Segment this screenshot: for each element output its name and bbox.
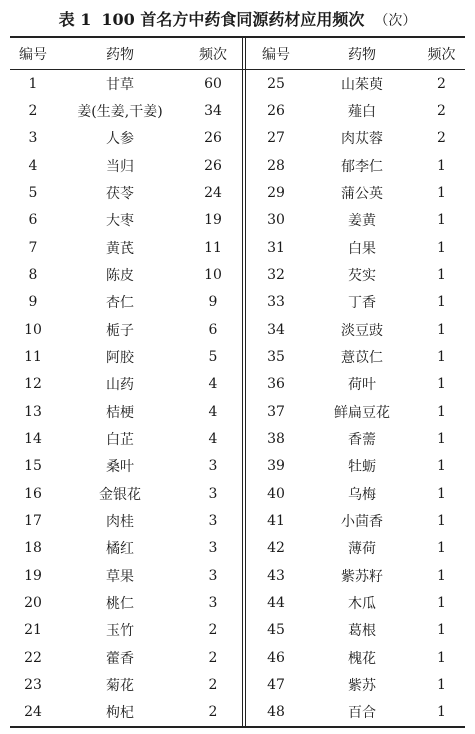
- table-row: [10, 371, 465, 398]
- row-no-right: 25: [267, 75, 285, 92]
- header-no-right: 编号: [262, 46, 290, 63]
- row-frequency-left: 2: [208, 649, 218, 666]
- row-frequency-left: 9: [208, 294, 218, 311]
- row-frequency-right: 1: [437, 184, 446, 201]
- table-row: [10, 234, 465, 261]
- row-no-left: 12: [24, 376, 42, 393]
- row-medicine-right: 槐花: [348, 650, 376, 667]
- row-frequency-right: 2: [437, 130, 446, 147]
- row-no-right: 42: [267, 540, 285, 557]
- row-frequency-right: 1: [437, 512, 446, 529]
- row-medicine-left: 橘红: [106, 541, 134, 558]
- row-frequency-right: 1: [437, 157, 446, 174]
- row-medicine-left: 姜(生姜,干姜): [77, 103, 163, 120]
- table-caption: [0, 6, 475, 34]
- table-row: [10, 70, 465, 97]
- row-medicine-right: 百合: [348, 705, 376, 722]
- row-frequency-left: 3: [208, 567, 218, 584]
- row-no-left: 11: [24, 348, 42, 365]
- row-medicine-left: 黄芪: [106, 240, 134, 257]
- row-no-left: 17: [24, 512, 42, 529]
- table-label: 表 1: [58, 10, 92, 29]
- row-frequency-left: 4: [208, 403, 218, 420]
- row-frequency-right: 1: [437, 294, 446, 311]
- row-frequency-left: 11: [204, 239, 222, 256]
- row-medicine-right: 郁李仁: [341, 158, 383, 175]
- header-frequency-right: 频次: [427, 46, 456, 63]
- row-frequency-left: 3: [208, 540, 218, 557]
- row-no-right: 34: [267, 321, 285, 338]
- row-medicine-left: 桃仁: [106, 595, 134, 612]
- row-medicine-left: 杏仁: [106, 295, 134, 312]
- table-row: [10, 316, 465, 343]
- row-no-right: 36: [267, 376, 285, 393]
- row-medicine-right: 紫苏: [348, 677, 376, 694]
- row-medicine-right: 姜黄: [348, 213, 376, 230]
- row-no-left: 3: [28, 130, 38, 147]
- row-medicine-right: 乌梅: [348, 486, 376, 503]
- row-no-left: 9: [28, 294, 38, 311]
- row-no-left: 14: [24, 430, 42, 447]
- row-frequency-left: 2: [208, 676, 218, 693]
- row-frequency-right: 2: [437, 102, 446, 119]
- row-frequency-right: 1: [437, 676, 446, 693]
- row-frequency-right: 1: [437, 212, 446, 229]
- row-no-right: 41: [267, 512, 285, 529]
- row-no-left: 21: [24, 622, 42, 639]
- table-title: 100 首名方中药食同源药材应用频次: [101, 10, 365, 29]
- row-no-right: 29: [267, 184, 285, 201]
- table-row: [10, 671, 465, 698]
- row-frequency-left: 3: [208, 458, 218, 475]
- row-frequency-right: 1: [437, 239, 446, 256]
- row-no-right: 44: [267, 594, 285, 611]
- row-medicine-left: 肉桂: [106, 513, 134, 530]
- row-no-left: 22: [24, 649, 42, 666]
- row-medicine-left: 白芷: [106, 431, 134, 448]
- row-no-left: 18: [24, 540, 42, 557]
- row-medicine-right: 丁香: [348, 295, 376, 312]
- row-medicine-right: 山茱萸: [341, 76, 383, 93]
- row-no-left: 8: [28, 266, 38, 283]
- row-no-left: 24: [24, 704, 42, 721]
- row-no-left: 2: [28, 102, 38, 119]
- row-frequency-right: 1: [437, 485, 446, 502]
- row-frequency-right: 1: [437, 376, 446, 393]
- row-medicine-left: 栀子: [106, 322, 134, 339]
- row-medicine-left: 枸杞: [106, 705, 134, 722]
- row-no-left: 19: [24, 567, 42, 584]
- row-frequency-left: 6: [208, 321, 218, 338]
- row-medicine-right: 木瓜: [348, 595, 376, 612]
- table-row: [10, 562, 465, 589]
- row-no-right: 45: [267, 622, 285, 639]
- table-row: [10, 398, 465, 425]
- row-medicine-left: 藿香: [106, 650, 134, 667]
- row-medicine-left: 茯苓: [106, 185, 134, 202]
- row-frequency-left: 4: [208, 430, 218, 447]
- row-frequency-right: 1: [437, 649, 446, 666]
- row-frequency-right: 1: [437, 266, 446, 283]
- row-no-left: 4: [28, 157, 38, 174]
- row-frequency-left: 26: [204, 157, 222, 174]
- table-row: [10, 152, 465, 179]
- row-medicine-right: 肉苁蓉: [341, 131, 383, 148]
- row-frequency-right: 1: [437, 540, 446, 557]
- row-medicine-right: 小茴香: [341, 513, 383, 530]
- row-no-right: 40: [267, 485, 285, 502]
- table-row: [10, 699, 465, 726]
- row-no-right: 26: [267, 102, 285, 119]
- row-medicine-left: 甘草: [106, 76, 134, 93]
- table-header-row: [10, 38, 465, 70]
- row-frequency-left: 10: [204, 266, 222, 283]
- row-frequency-left: 34: [204, 102, 222, 119]
- row-no-right: 46: [267, 649, 285, 666]
- row-no-right: 37: [267, 403, 285, 420]
- table-row: [10, 644, 465, 671]
- row-frequency-left: 2: [208, 704, 218, 721]
- row-medicine-left: 大枣: [106, 213, 134, 230]
- row-frequency-left: 3: [208, 485, 218, 502]
- row-medicine-right: 牡蛎: [348, 459, 376, 476]
- table-row: [10, 261, 465, 288]
- row-medicine-right: 芡实: [348, 267, 376, 284]
- row-medicine-left: 金银花: [99, 486, 141, 503]
- table-row: [10, 589, 465, 616]
- table-row: [10, 289, 465, 316]
- row-no-right: 31: [267, 239, 285, 256]
- table-row: [10, 507, 465, 534]
- row-frequency-right: 1: [437, 403, 446, 420]
- row-no-right: 48: [267, 704, 285, 721]
- row-no-right: 28: [267, 157, 285, 174]
- table-row: [10, 125, 465, 152]
- row-no-right: 33: [267, 294, 285, 311]
- row-medicine-left: 山药: [106, 377, 134, 394]
- row-no-right: 30: [267, 212, 285, 229]
- table-row: [10, 617, 465, 644]
- row-medicine-left: 桑叶: [106, 459, 134, 476]
- row-medicine-right: 薄荷: [348, 541, 376, 558]
- row-frequency-right: 1: [437, 594, 446, 611]
- row-frequency-left: 4: [208, 376, 218, 393]
- row-no-right: 43: [267, 567, 285, 584]
- row-no-left: 6: [28, 212, 38, 229]
- row-no-right: 32: [267, 266, 285, 283]
- row-medicine-left: 桔梗: [106, 404, 134, 421]
- row-no-left: 16: [24, 485, 42, 502]
- table-body: [10, 70, 465, 726]
- row-no-left: 13: [24, 403, 42, 420]
- row-medicine-left: 陈皮: [106, 267, 134, 284]
- row-medicine-right: 香薷: [348, 431, 376, 448]
- row-medicine-left: 玉竹: [106, 623, 134, 640]
- row-frequency-right: 1: [437, 348, 446, 365]
- row-no-left: 1: [28, 75, 38, 92]
- row-frequency-right: 1: [437, 430, 446, 447]
- row-no-left: 15: [24, 458, 42, 475]
- row-frequency-right: 1: [437, 622, 446, 639]
- row-medicine-right: 白果: [348, 240, 376, 257]
- table-row: [10, 453, 465, 480]
- row-medicine-right: 薤白: [348, 103, 376, 120]
- row-no-right: 38: [267, 430, 285, 447]
- table-row: [10, 343, 465, 370]
- row-medicine-right: 荷叶: [348, 377, 376, 394]
- header-no-left: 编号: [19, 46, 47, 63]
- row-no-right: 39: [267, 458, 285, 475]
- row-no-left: 20: [24, 594, 42, 611]
- row-frequency-right: 1: [437, 704, 446, 721]
- row-no-right: 47: [267, 676, 285, 693]
- row-no-left: 10: [24, 321, 42, 338]
- row-no-left: 5: [28, 184, 38, 201]
- column-divider: [242, 38, 243, 726]
- row-medicine-left: 菊花: [106, 677, 134, 694]
- row-frequency-left: 3: [208, 512, 218, 529]
- row-frequency-left: 3: [208, 594, 218, 611]
- table-row: [10, 207, 465, 234]
- row-medicine-left: 草果: [106, 568, 134, 585]
- table-row: [10, 535, 465, 562]
- header-frequency-left: 频次: [199, 46, 227, 63]
- row-frequency-left: 60: [204, 75, 222, 92]
- row-frequency-left: 26: [204, 130, 222, 147]
- table-row: [10, 480, 465, 507]
- row-no-right: 27: [267, 130, 285, 147]
- frequency-table: [10, 36, 465, 728]
- header-medicine-right: 药物: [348, 46, 376, 63]
- table-unit: （次）: [374, 13, 417, 29]
- row-medicine-right: 薏苡仁: [341, 349, 383, 366]
- row-medicine-right: 葛根: [348, 623, 376, 640]
- row-no-left: 7: [28, 239, 38, 256]
- row-medicine-left: 人参: [106, 131, 134, 148]
- row-frequency-right: 1: [437, 321, 446, 338]
- row-medicine-left: 阿胶: [106, 349, 134, 366]
- table-row: [10, 97, 465, 124]
- column-divider: [245, 38, 246, 726]
- row-medicine-right: 紫苏籽: [341, 568, 383, 585]
- row-frequency-left: 19: [204, 212, 222, 229]
- table-row: [10, 179, 465, 206]
- row-frequency-right: 1: [437, 567, 446, 584]
- row-frequency-right: 2: [437, 75, 446, 92]
- row-medicine-right: 鲜扁豆花: [334, 404, 390, 421]
- table-row: [10, 425, 465, 452]
- row-no-left: 23: [24, 676, 42, 693]
- header-medicine-left: 药物: [106, 46, 134, 63]
- row-medicine-right: 淡豆豉: [341, 322, 383, 339]
- row-medicine-right: 蒲公英: [341, 185, 383, 202]
- row-medicine-left: 当归: [106, 158, 134, 175]
- row-frequency-left: 24: [204, 184, 222, 201]
- row-frequency-right: 1: [437, 458, 446, 475]
- row-no-right: 35: [267, 348, 285, 365]
- row-frequency-left: 5: [208, 348, 218, 365]
- row-frequency-left: 2: [208, 622, 218, 639]
